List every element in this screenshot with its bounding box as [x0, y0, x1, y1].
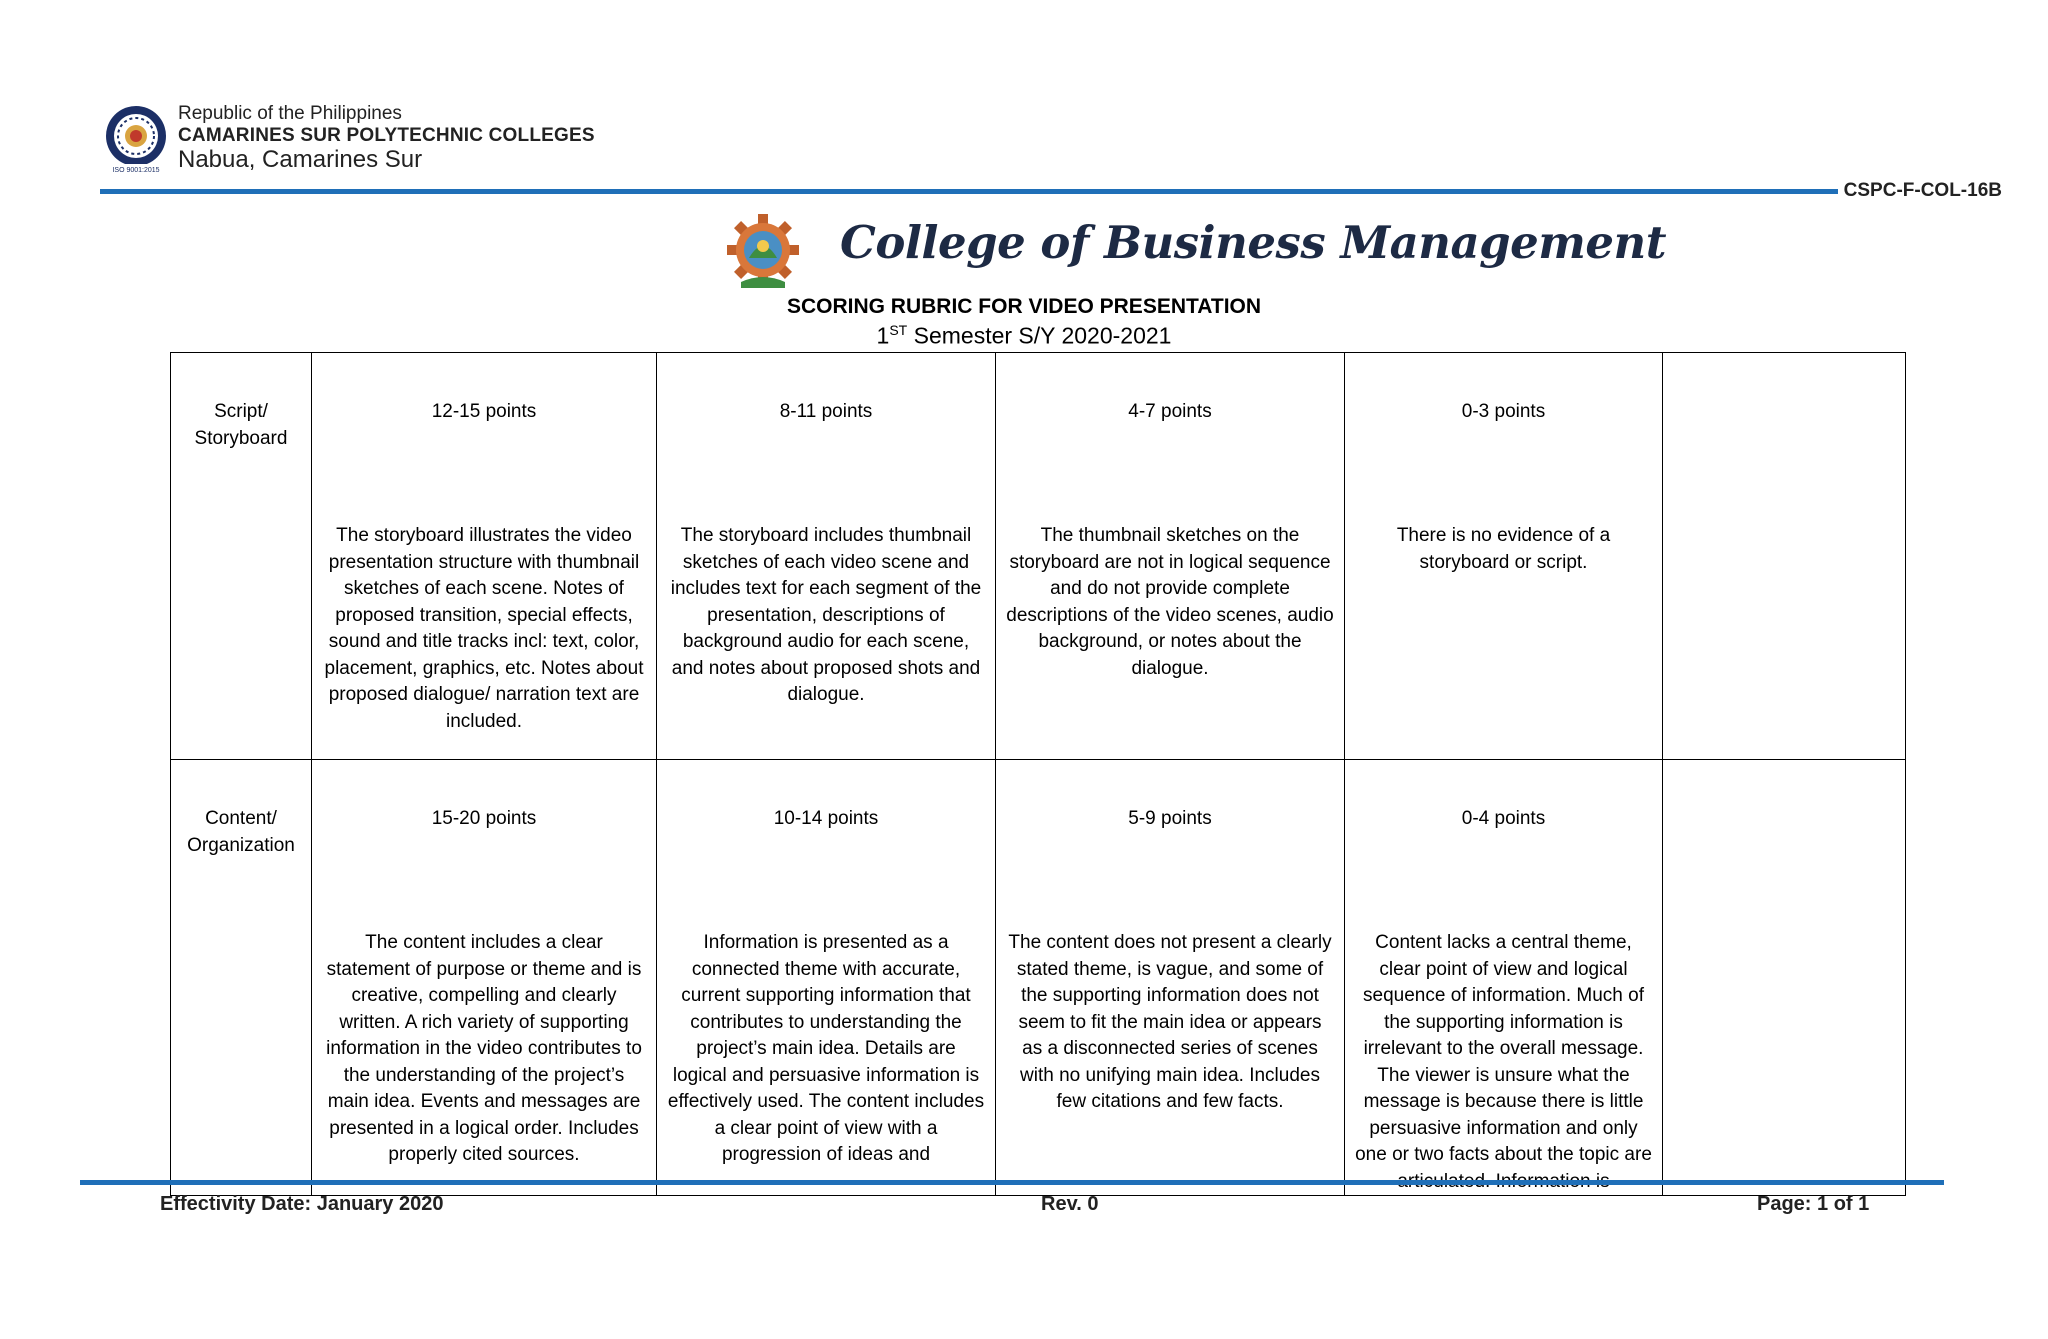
points-range: 10-14 points	[773, 808, 879, 829]
institution-name: CAMARINES SUR POLYTECHNIC COLLEGES	[178, 125, 595, 146]
effectivity-date: Effectivity Date: January 2020	[160, 1193, 444, 1215]
level-description: There is no evidence of a storyboard or script.	[1396, 525, 1611, 573]
institution-header	[178, 104, 595, 172]
level-cell	[996, 760, 1345, 1196]
criterion-cell: Content/ Organization	[171, 760, 312, 1196]
level-description: The thumbnail sketches on the storyboard are not in logical sequence and do not provide complete descriptions of the video scenes, audio background, or notes about the dialogue.	[1006, 525, 1334, 679]
level-cell	[312, 760, 657, 1196]
level-description: The storyboard illustrates the video presentation structure with thumbnail sketches of each scene. Notes of proposed transition, special effects, sound and title tracks incl: text, color, placement, graphics, etc. Notes about proposed dialogue/ narration text are included.	[324, 525, 644, 732]
level-description: Content lacks a central theme, clear point of view and logical sequence of information. Much of the supporting information is irrelevant to the overall message. The viewer is unsure what the message is because there is little persuasive information and only one or two facts about the topic are	[1355, 932, 1652, 1165]
criterion-cell: Script/ Storyboard	[171, 353, 312, 760]
rubric-table	[170, 352, 1906, 1196]
points-range: 5-9 points	[1128, 808, 1212, 829]
points-range: 4-7 points	[1128, 401, 1212, 422]
points-range: 0-4 points	[1461, 808, 1546, 829]
cspc-seal-logo	[100, 102, 172, 174]
level-cell	[996, 353, 1345, 760]
department-gear-logo	[727, 212, 799, 292]
header-divider	[100, 189, 1838, 194]
document-code: CSPC-F-COL-16B	[1843, 180, 2002, 201]
points-range: 15-20 points	[431, 808, 537, 829]
document-title: SCORING RUBRIC FOR VIDEO PRESENTATION	[786, 295, 1262, 318]
semester-line	[0, 322, 2048, 350]
semester-text: Semester S/Y 2020-2021	[907, 322, 1172, 349]
level-description: The content does not present a clearly stated theme, is vague, and some of the supporting information does not seem to fit the main idea or appears as a disconnected series of scenes with no unifying main idea. Includes few citations and few facts.	[1008, 932, 1332, 1112]
semester-number: 1	[876, 322, 890, 349]
page-number: Page: 1 of 1	[1757, 1193, 1870, 1215]
republic-line: Republic of the Philippines	[178, 103, 402, 124]
rubric-row-content	[171, 760, 1906, 1196]
points-range: 12-15 points	[431, 401, 537, 422]
points-range: 0-3 points	[1461, 401, 1546, 422]
rubric-row-script	[171, 353, 1906, 760]
score-cell	[1663, 760, 1906, 1196]
footer-divider	[80, 1180, 1944, 1185]
level-cell	[657, 760, 996, 1196]
score-cell	[1663, 353, 1906, 760]
semester-suffix: ST	[889, 322, 908, 338]
level-description: The content includes a clear statement of purpose or theme and is creative, compelling and clearly written. A rich variety of supporting information in the video contributes to the understanding of the project’s main idea. Events and messages are presented in a logical order. Includes properly cited sources.	[326, 932, 642, 1165]
level-description: The storyboard includes thumbnail sketches of each video scene and includes text for each segment of the presentation, descriptions of background audio for each scene, and notes about proposed shots and dialogue.	[670, 525, 982, 705]
level-description: Information is presented as a connected theme with accurate, current supporting information that contributes to understanding the project’s main idea. Details are logical and persuasive information is effectively used. The content includes a clear point of view with a progression of ideas and	[667, 932, 985, 1165]
level-cell	[657, 353, 996, 760]
level-cell	[312, 353, 657, 760]
level-cell	[1345, 760, 1663, 1196]
revision-number: Rev. 0	[1041, 1193, 1099, 1215]
points-range: 8-11 points	[779, 401, 873, 422]
level-cell	[1345, 353, 1663, 760]
institution-location: Nabua, Camarines Sur	[178, 146, 423, 173]
seal-iso-text: ISO 9001:2015	[112, 167, 160, 174]
department-title: College of Business Management	[840, 216, 1667, 269]
